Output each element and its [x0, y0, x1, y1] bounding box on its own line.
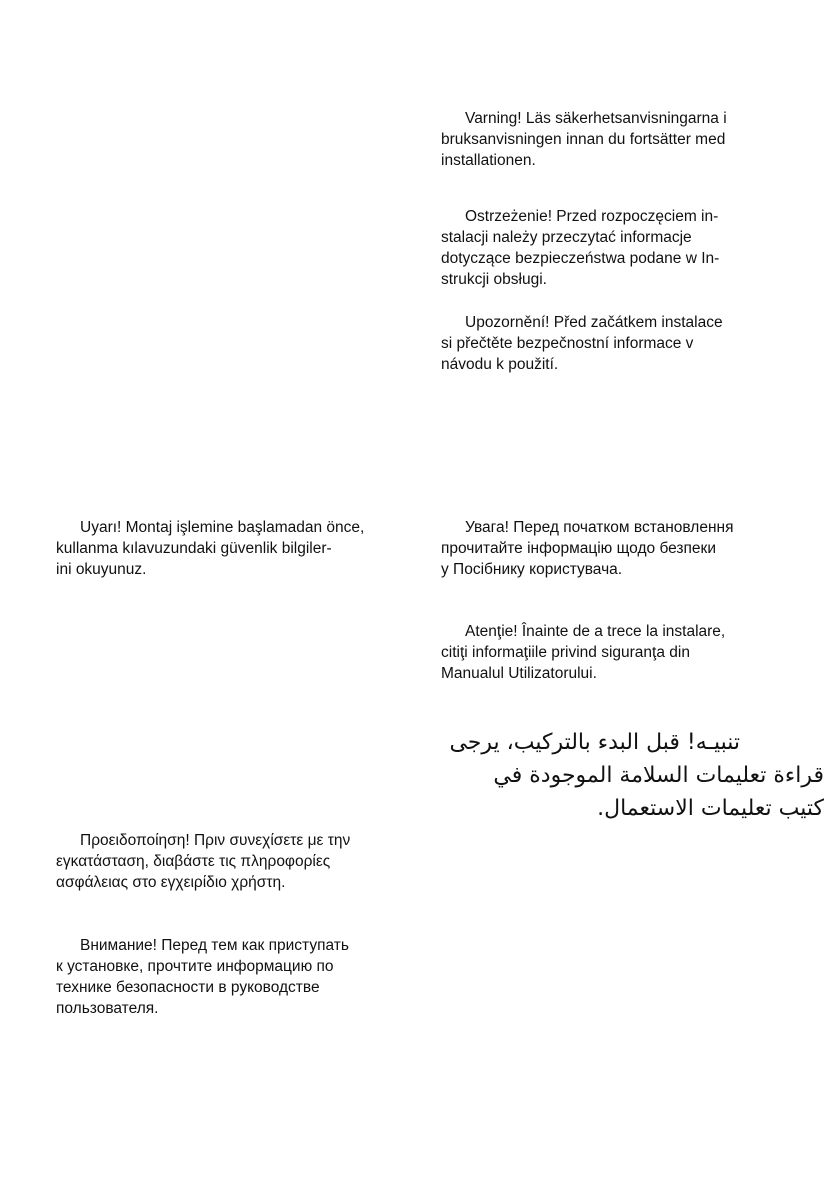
warning-line: تنبيـه! قبل البدء بالتركيب، يرجى	[449, 730, 740, 755]
warning-line: прочитайте інформацію щодо безпеки	[441, 540, 716, 557]
warning-line: installationen.	[441, 152, 536, 169]
warning-line: dotyczące bezpieczeństwa podane w In-	[441, 250, 720, 267]
warning-line: strukcji obsługi.	[441, 271, 547, 288]
warning-line: si přečtěte bezpečnostní informace v	[441, 335, 694, 352]
warning-line: технике безопасности в руководстве	[56, 979, 320, 996]
warning-line: Ostrzeżenie! Przed rozpoczęciem in-	[465, 208, 719, 225]
warning-line: stalacji należy przeczytać informacje	[441, 229, 692, 246]
warning-line: Atenţie! Înainte de a trece la instalare,	[465, 623, 726, 640]
warning-turkish	[56, 517, 384, 580]
warning-line: kullanma kılavuzundaki güvenlik bilgiler-	[56, 540, 332, 557]
warning-czech	[441, 312, 825, 375]
warning-line: bruksanvisningen innan du fortsätter med	[441, 131, 726, 148]
warning-line: Upozornění! Před začátkem instalace	[465, 314, 723, 331]
warning-line: εγκατάσταση, διαβάστε τις πληροφορίες	[56, 853, 331, 870]
warning-line: Varning! Läs säkerhetsanvisningarna i	[465, 110, 727, 127]
warning-romanian	[441, 621, 825, 684]
warning-line: ασφάλειας στο εγχειρίδιο χρήστη.	[56, 874, 286, 891]
warning-line: к установке, прочтите информацию по	[56, 958, 334, 975]
warning-line: citiţi informaţiile privind siguranţa din	[441, 644, 690, 661]
warning-ukrainian	[441, 517, 825, 580]
warning-greek	[56, 830, 386, 893]
warning-polish	[441, 206, 823, 290]
warning-russian	[56, 935, 390, 1019]
warning-swedish	[441, 108, 823, 171]
warning-line: كتيب تعليمات الاستعمال.	[597, 796, 824, 821]
warning-line: návodu k použití.	[441, 356, 559, 373]
warning-line: Увага! Перед початком встановлення	[465, 519, 734, 536]
warning-line: Manualul Utilizatorului.	[441, 665, 597, 682]
warning-line: ini okuyunuz.	[56, 561, 147, 578]
warning-line: пользователя.	[56, 1000, 159, 1017]
warning-line: قراءة تعليمات السلامة الموجودة في	[493, 763, 824, 788]
warning-line: Внимание! Перед тем как приступать	[80, 937, 349, 954]
warning-line: у Посібнику користувача.	[441, 561, 623, 578]
warning-line: Uyarı! Montaj işlemine başlamadan önce,	[80, 519, 365, 536]
warning-line: Προειδοποίηση! Πριν συνεχίσετε με την	[80, 832, 351, 849]
warning-arabic	[440, 726, 824, 825]
